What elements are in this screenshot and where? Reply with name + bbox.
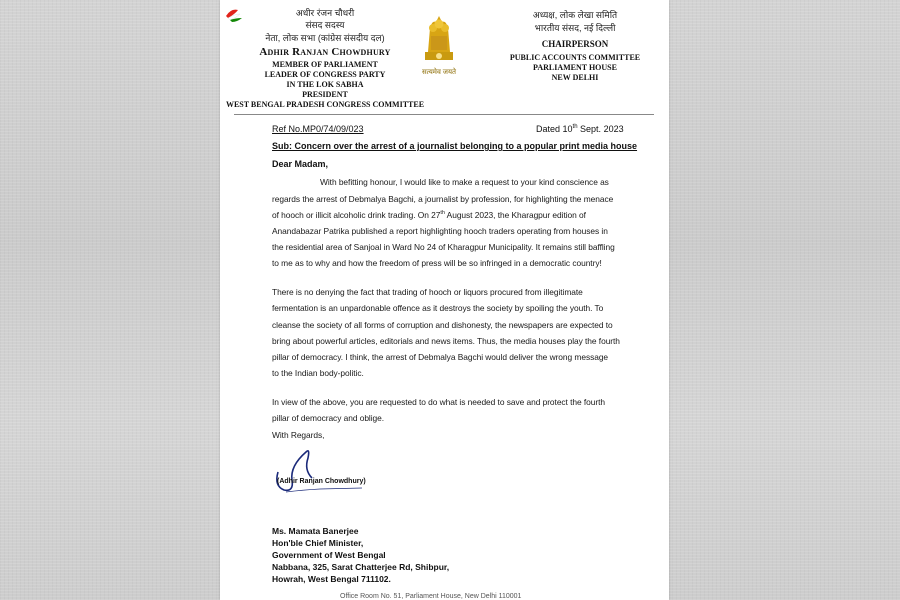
sender-committee: WEST BENGAL PRADESH CONGRESS COMMITTEE [225,100,425,109]
paragraph-line: cleanse the society of all forms of corruption and dishonesty, the newspapers are expected to [272,320,613,330]
hindi-parliament: भारतीय संसद, नई दिल्ली [534,23,616,33]
hindi-chair: अध्यक्ष, लोक लेखा समिति [532,10,618,20]
paragraph-line: regards the arrest of Debmalya Bagchi, a journalist by profession, for highlighting the menace [272,194,614,204]
national-emblem-icon [416,12,462,76]
emblem-motto: सत्यमेव जयते [421,69,457,76]
header-divider [234,114,654,115]
sender-member: MEMBER OF PARLIAMENT [272,60,378,69]
sender-president: PRESIDENT [302,90,348,99]
city: NEW DELHI [551,73,599,82]
subject-line: Sub: Concern over the arrest of a journalist belonging to a popular print media house [272,141,638,151]
paragraph-line: Anandabazar Patrika published a report highlighting hooch traders operating from houses in [272,226,608,236]
recipient-title: Hon'ble Chief Minister, [272,538,364,548]
hindi-mp: संसद सदस्य [305,20,345,30]
pac: PUBLIC ACCOUNTS COMMITTEE [509,53,641,62]
paragraph-line: bring about powerful articles, editorials and news items. Thus, the media houses play the fourth [272,336,620,346]
paragraph-line: fermentation is an unpardonable offence as it destroys the society by spoiling the youth. To [272,303,604,313]
paragraph-line: pillar of democracy and oblige. [272,413,385,423]
sender-name: Adhir Ranjan Chowdhury [259,46,391,58]
recipient-address-1: Nabbana, 325, Sarat Chatterjee Rd, Shibpur, [272,562,450,572]
reference-number: Ref No.MP0/74/09/023 [272,124,364,134]
right-background [669,0,900,600]
recipient-name: Ms. Mamata Banerjee [272,526,359,536]
salutation: Dear Madam, [272,159,329,169]
signature [272,440,382,500]
hindi-name: अधीर रंजन चौधरी [295,8,355,18]
left-background [0,0,220,600]
recipient-address-2: Howrah, West Bengal 711102. [272,574,391,584]
letter-date: Dated 10th Sept. 2023 [536,124,624,134]
paragraph-line: to the Indian body-politic. [272,368,364,378]
sender-house: IN THE LOK SABHA [286,80,364,89]
signature-label: (Adhir Ranjan Chowdhury) [277,478,366,485]
letter-sheet [220,0,669,600]
paragraph-line: There is no denying the fact that trading of hooch or liquors procured from illegitimate [272,287,583,297]
paragraph-line: of hooch or illicit alcoholic drink trading. On 27th August 2023, the Kharagpur edition of [272,210,586,220]
hindi-leader: नेता, लोक सभा (कांग्रेस संसदीय दल) [265,33,385,43]
paragraph-line: In view of the above, you are requested to do what is needed to save and protect the fourth [272,397,605,407]
paragraph-line: to me as to why and how the freedom of press will be so infringed in a democratic country! [272,258,602,268]
footer-address: Office Room No. 51, Parliament House, New Delhi 110001 [340,593,522,600]
paragraph-line: With befitting honour, I would like to make a request to your kind conscience as [320,177,609,187]
closing: With Regards, [272,430,325,440]
paragraph-line: pillar of democracy. I think, the arrest of Debmalya Bagchi would deliver the wrong message [272,352,609,362]
recipient-government: Government of West Bengal [272,550,386,560]
chairperson: CHAIRPERSON [541,39,609,49]
paragraph-line: the residential area of Sanjoal in Ward No 24 of Kharagpur Municipality. It remains still baffling [272,242,615,252]
sender-leader: LEADER OF CONGRESS PARTY [264,70,386,79]
parliament-house: PARLIAMENT HOUSE [533,63,617,72]
